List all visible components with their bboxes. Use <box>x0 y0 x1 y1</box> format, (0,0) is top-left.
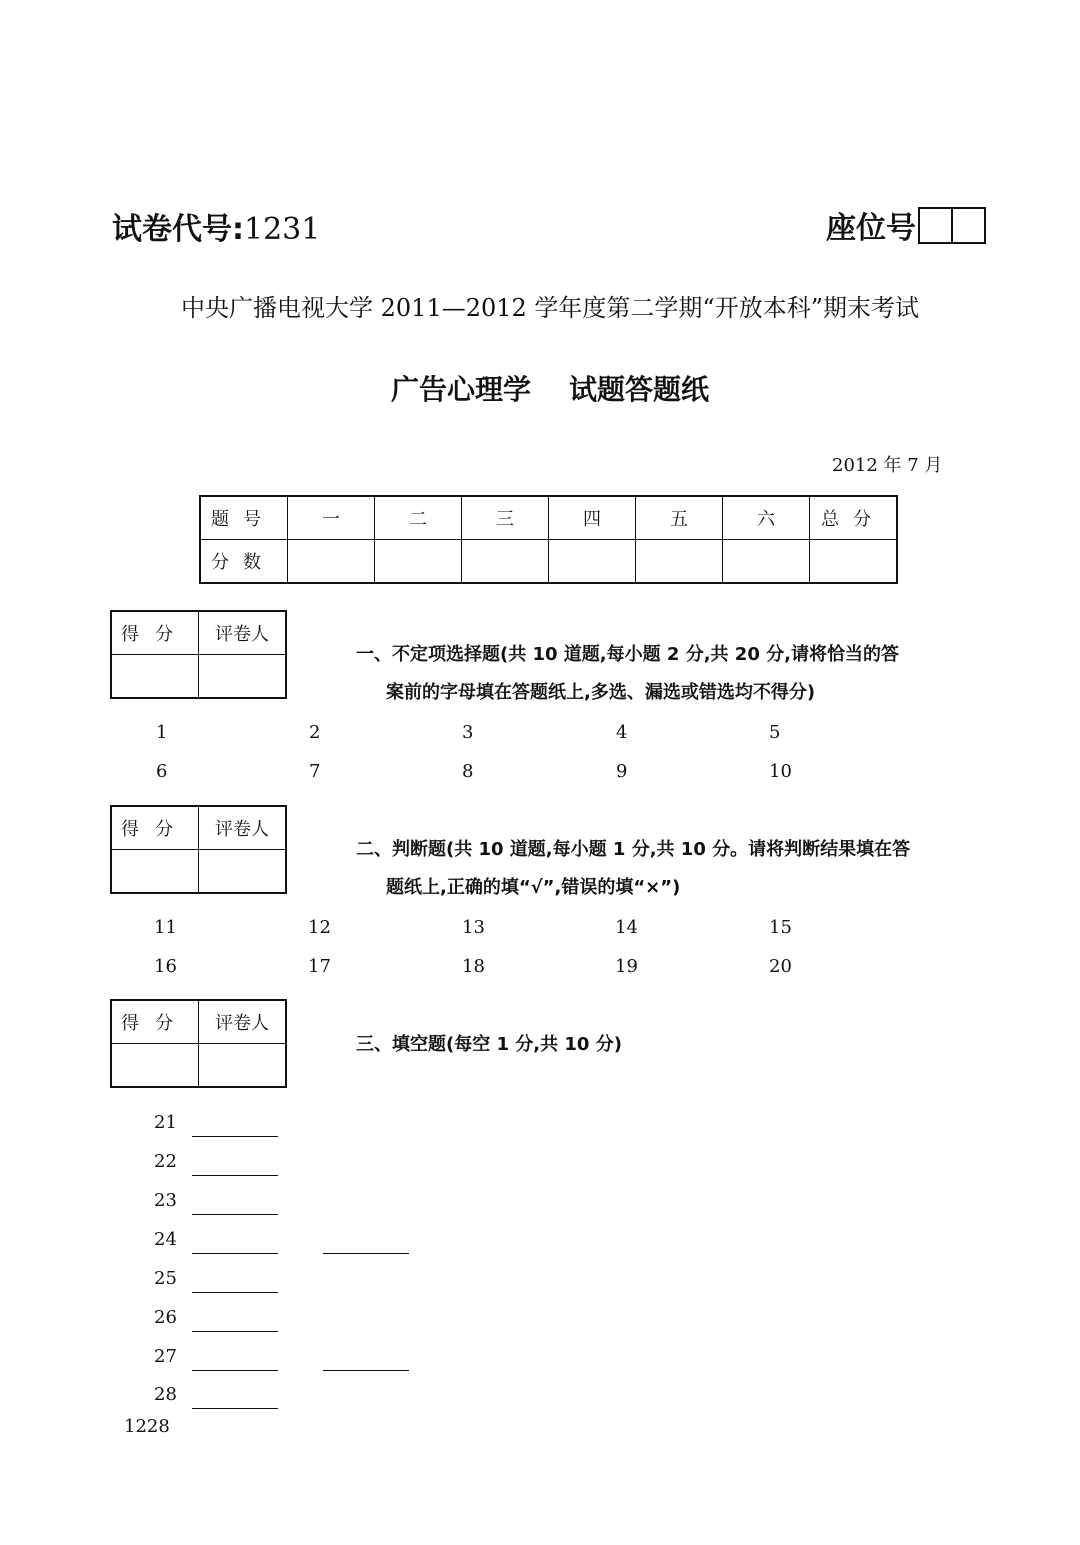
col-header: 四 <box>549 496 636 540</box>
seat-number <box>826 203 986 247</box>
grader-score-label: 得分 <box>111 1000 199 1044</box>
section-1-title <box>356 636 996 712</box>
grader-score-label: 得分 <box>111 611 199 655</box>
score-table <box>199 495 898 584</box>
answer-number: 7 <box>309 761 321 782</box>
section-2-title <box>356 831 996 907</box>
answer-number: 18 <box>462 956 485 977</box>
section-title-line: 题纸上,正确的填“√”,错误的填“×”) <box>386 877 681 898</box>
fill-item-number: 26 <box>154 1307 177 1328</box>
grader-name-cell[interactable] <box>199 1044 287 1088</box>
row-header-question-no: 题号 <box>200 496 288 540</box>
paper-code-label: 试卷代号: <box>112 212 244 247</box>
answer-number: 4 <box>616 722 628 743</box>
fill-blank[interactable] <box>192 1408 278 1409</box>
fill-blank[interactable] <box>192 1136 278 1137</box>
fill-blank[interactable] <box>323 1370 409 1371</box>
course-name: 广告心理学 <box>390 373 531 406</box>
col-header: 三 <box>462 496 549 540</box>
section-title-line: 二、判断题(共 10 道题,每小题 1 分,共 10 分。请将判断结果填在答 <box>356 839 911 860</box>
fill-item-number: 23 <box>154 1190 177 1211</box>
score-table-header-row <box>200 496 897 540</box>
grader-score-label: 得分 <box>111 806 199 850</box>
grader-name-label: 评卷人 <box>199 806 287 850</box>
answer-number: 16 <box>154 956 177 977</box>
answer-number: 15 <box>769 917 792 938</box>
section-title-line: 三、填空题(每空 1 分,共 10 分) <box>356 1034 622 1055</box>
paper-code-value: 1231 <box>244 212 321 247</box>
answer-number: 2 <box>309 722 321 743</box>
grader-name-cell[interactable] <box>199 850 287 894</box>
fill-blank[interactable] <box>192 1253 278 1254</box>
score-table-score-row <box>200 540 897 584</box>
answer-number: 14 <box>615 917 638 938</box>
col-header: 五 <box>636 496 723 540</box>
score-cell[interactable] <box>723 540 810 584</box>
grader-name-label: 评卷人 <box>199 1000 287 1044</box>
seat-box[interactable] <box>953 207 986 244</box>
answer-number: 3 <box>462 722 474 743</box>
subject-title <box>0 368 1080 408</box>
col-header: 二 <box>375 496 462 540</box>
score-cell[interactable] <box>288 540 375 584</box>
section-title-line: 一、不定项选择题(共 10 道题,每小题 2 分,共 20 分,请将恰当的答 <box>356 644 899 665</box>
answer-number: 5 <box>769 722 781 743</box>
col-header: 一 <box>288 496 375 540</box>
answer-number: 13 <box>462 917 485 938</box>
score-cell[interactable] <box>462 540 549 584</box>
fill-item-number: 25 <box>154 1268 177 1289</box>
section-3-title <box>356 1026 996 1064</box>
score-cell[interactable] <box>549 540 636 584</box>
grader-box <box>110 999 287 1088</box>
fill-item-number: 21 <box>154 1112 177 1133</box>
score-cell[interactable] <box>636 540 723 584</box>
answer-number: 6 <box>156 761 168 782</box>
answer-number: 11 <box>154 917 177 938</box>
row-header-score: 分数 <box>200 540 288 584</box>
page-number: 1228 <box>124 1416 170 1437</box>
grader-box <box>110 610 287 699</box>
answer-number: 17 <box>308 956 331 977</box>
section-title-line: 案前的字母填在答题纸上,多选、漏选或错选均不得分) <box>386 682 816 703</box>
grader-score-cell[interactable] <box>111 1044 199 1088</box>
seat-number-boxes <box>918 207 986 244</box>
paper-type: 试题答题纸 <box>569 373 710 406</box>
fill-blank[interactable] <box>192 1370 278 1371</box>
score-cell[interactable] <box>375 540 462 584</box>
answer-number: 19 <box>615 956 638 977</box>
answer-number: 10 <box>769 761 792 782</box>
exam-title: 中央广播电视大学 2011—2012 学年度第二学期“开放本科”期末考试 <box>181 294 919 322</box>
score-cell[interactable] <box>810 540 898 584</box>
fill-blank[interactable] <box>192 1331 278 1332</box>
grader-score-cell[interactable] <box>111 655 199 699</box>
fill-blank[interactable] <box>192 1214 278 1215</box>
paper-code <box>112 204 320 248</box>
col-header-total: 总分 <box>810 496 898 540</box>
fill-blank[interactable] <box>323 1253 409 1254</box>
grader-name-label: 评卷人 <box>199 611 287 655</box>
answer-number: 9 <box>616 761 628 782</box>
fill-item-number: 22 <box>154 1151 177 1172</box>
grader-box <box>110 805 287 894</box>
fill-item-number: 28 <box>154 1384 177 1405</box>
exam-date: 2012 年 7 月 <box>832 455 943 476</box>
answer-number: 20 <box>769 956 792 977</box>
answer-number: 12 <box>308 917 331 938</box>
seat-box[interactable] <box>918 207 953 244</box>
seat-number-label: 座位号 <box>826 211 916 246</box>
col-header: 六 <box>723 496 810 540</box>
fill-blank[interactable] <box>192 1175 278 1176</box>
grader-name-cell[interactable] <box>199 655 287 699</box>
fill-item-number: 24 <box>154 1229 177 1250</box>
answer-number: 8 <box>462 761 474 782</box>
fill-item-number: 27 <box>154 1346 177 1367</box>
fill-blank[interactable] <box>192 1292 278 1293</box>
answer-number: 1 <box>156 722 168 743</box>
grader-score-cell[interactable] <box>111 850 199 894</box>
